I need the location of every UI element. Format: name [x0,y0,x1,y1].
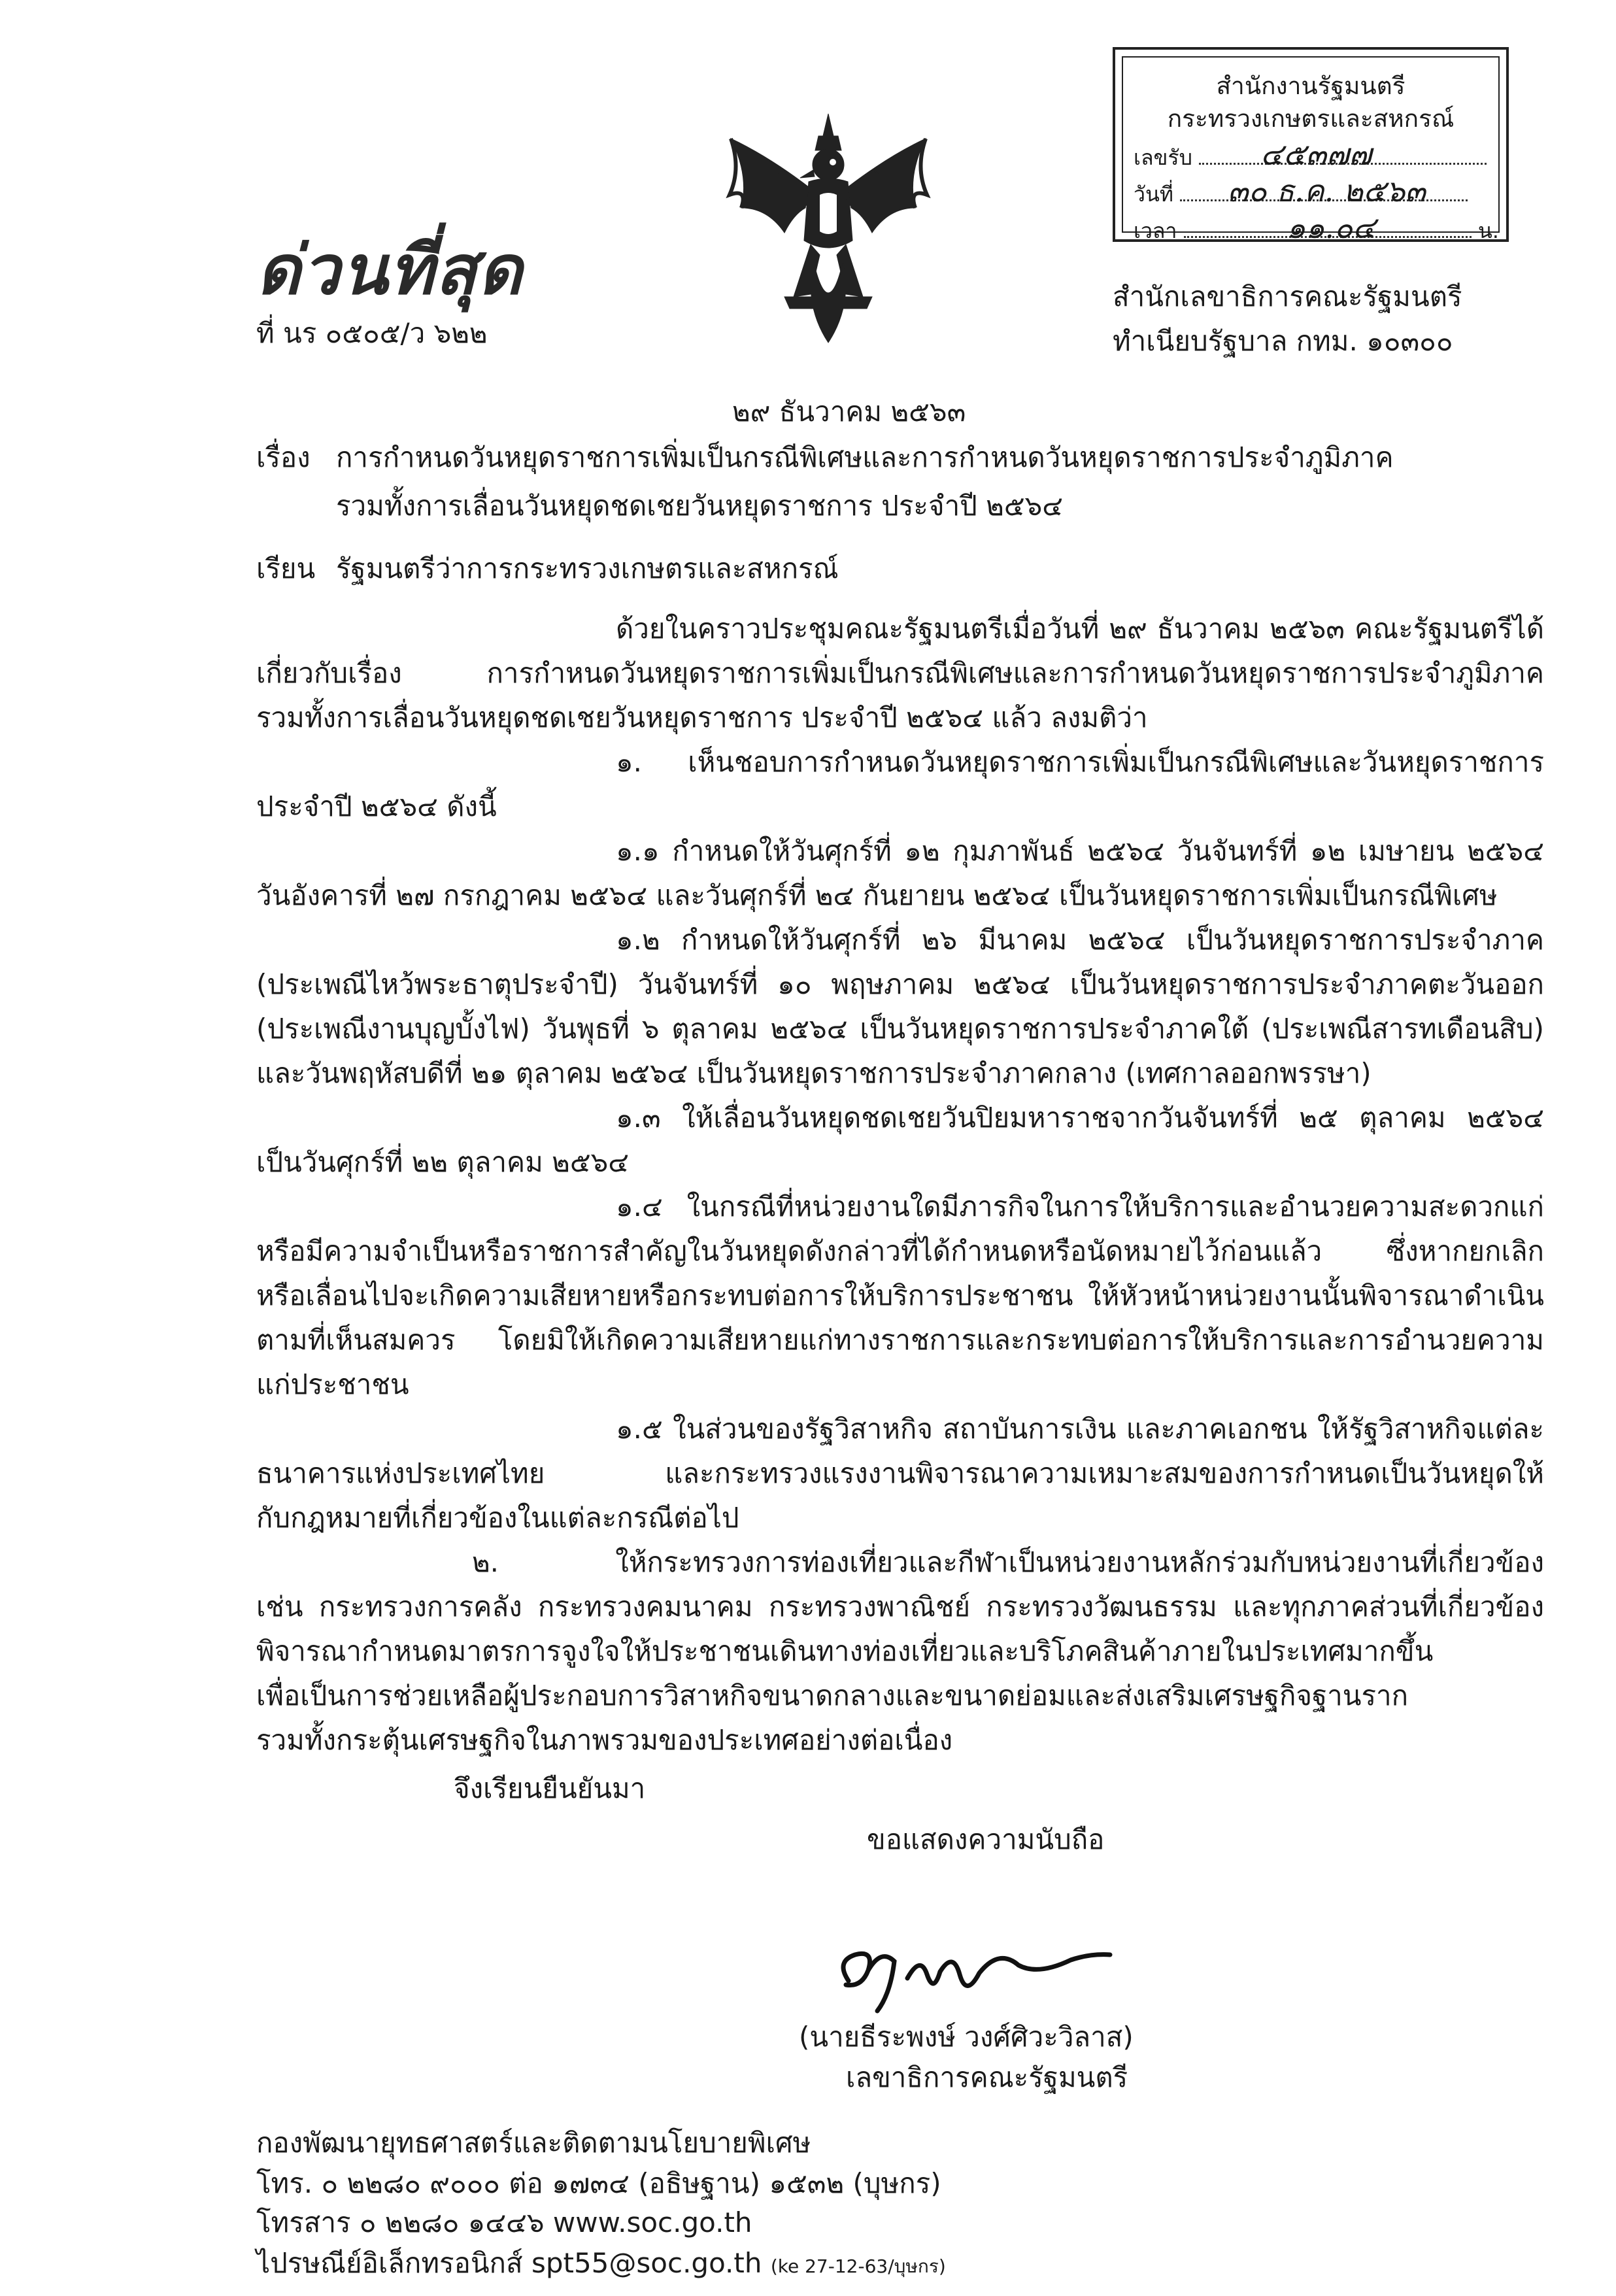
body-line: พิจารณากำหนดมาตรการจูงใจให้ประชาชนเดินทางท่องเที่ยวและบริโภคสินค้าภายในประเทศมากขึ้น [256,1635,1434,1667]
closing-text: จึงเรียนยืนยันมา [454,1772,646,1804]
body-line: รวมทั้งกระตุ้นเศรษฐกิจในภาพรวมของประเทศอย่างต่อเนื่อง [256,1724,953,1756]
receipt-stamp-ministry: กระทรวงเกษตรและสหกรณ์ [1167,105,1455,133]
subject-label: เรื่อง [256,441,311,473]
body-line: รวมทั้งการเลื่อนวันหยุดชดเชยวันหยุดราชการ ประจำปี ๒๕๖๔ แล้ว ลงมติว่า [256,701,1148,734]
document-number: ที่ นร ๐๕๐๕/ว ๖๒๒ [256,317,488,349]
body-line: เกี่ยวกับเรื่อง การกำหนดวันหยุดราชการเพิ่มเป็นกรณีพิเศษและการกำหนดวันหยุดราชการประจำภูมิภาค [256,657,1544,689]
signature [822,1935,1117,2014]
body-line: ๑.๒ กำหนดให้วันศุกร์ที่ ๒๖ มีนาคม ๒๕๖๔ เป็นวันหยุดราชการประจำภาค [616,924,1544,956]
body-line: ธนาคารแห่งประเทศไทย และกระทรวงแรงงานพิจารณาความเหมาะสมของการกำหนดเป็นวันหยุดให้ [256,1457,1544,1489]
receipt-stamp [1113,47,1509,245]
footer-department: กองพัฒนายุทธศาสตร์และติดตามนโยบายพิเศษ [256,2127,811,2159]
document-date: ๒๙ ธันวาคม ๒๕๖๓ [732,396,966,428]
body-line: ๑.๕ ในส่วนของรัฐวิสาหกิจ สถาบันการเงิน และภาคเอกชน ให้รัฐวิสาหกิจแต่ละ [616,1413,1544,1445]
garuda-emblem [722,110,935,352]
subject-line-1: การกำหนดวันหยุดราชการเพิ่มเป็นกรณีพิเศษและการกำหนดวันหยุดราชการประจำภูมิภาค [336,441,1394,473]
receipt-stamp-office: สำนักงานรัฐมนตรี [1216,72,1406,100]
sender-office-address: ทำเนียบรัฐบาล กทม. ๑๐๓๐๐ [1113,325,1453,357]
receipt-time-label: เวลา [1134,218,1177,243]
subject-line-2: รวมทั้งการเลื่อนวันหยุดชดเชยวันหยุดราชการ ประจำปี ๒๕๖๔ [336,490,1064,522]
footer-email [256,2241,946,2289]
body-line: และวันพฤหัสบดีที่ ๒๑ ตุลาคม ๒๕๖๔ เป็นวันหยุดราชการประจำภาคกลาง (เทศกาลออกพรรษา) [256,1057,1372,1089]
receipt-number-label: เลขรับ [1134,145,1192,170]
receipt-date-value: ๓๐ ธ.ค. ๒๕๖๓ [1228,173,1426,209]
body-line: (ประเพณีไหว้พระธาตุประจำปี) วันจันทร์ที่ ๑๐ พฤษภาคม ๒๕๖๔ เป็นวันหยุดราชการประจำภาคตะวันออก [256,968,1544,1000]
receipt-number-value: ๔๕๓๗๗ [1260,137,1372,172]
recipient-text: รัฐมนตรีว่าการกระทรวงเกษตรและสหกรณ์ [336,552,839,584]
sender-office-name: สำนักเลขาธิการคณะรัฐมนตรี [1113,280,1462,312]
signatory-name: (นายธีระพงษ์ วงศ์ศิวะวิลาส) [799,2021,1134,2053]
body-line: หรือมีความจำเป็นหรือราชการสำคัญในวันหยุดดังกล่าวที่ได้กำหนดหรือนัดหมายไว้ก่อนแล้ว ซึ่งหากยกเลิก [256,1235,1544,1267]
body-line: กับกฎหมายที่เกี่ยวข้องในแต่ละกรณีต่อไป [256,1502,739,1534]
body-line: ๑.๑ กำหนดให้วันศุกร์ที่ ๑๒ กุมภาพันธ์ ๒๕๖๔ วันจันทร์ที่ ๑๒ เมษายน ๒๕๖๔ [616,835,1544,867]
receipt-time-unit: น. [1477,218,1499,243]
body-line: เป็นวันศุกร์ที่ ๒๒ ตุลาคม ๒๕๖๔ [256,1146,630,1178]
recipient-label: เรียน [256,552,316,584]
body-line: ด้วยในคราวประชุมคณะรัฐมนตรีเมื่อวันที่ ๒๙ ธันวาคม ๒๕๖๓ คณะรัฐมนตรีได้ [616,613,1544,645]
footer-email-text: ไปรษณีย์อิเล็กทรอนิกส์ spt55@soc.go.th [256,2247,762,2279]
body-line: วันอังคารที่ ๒๗ กรกฎาคม ๒๕๖๔ และวันศุกร์ที่ ๒๔ กันยายน ๒๕๖๔ เป็นวันหยุดราชการเพิ่มเป็นกรณีพิเศษ [256,879,1498,911]
body-line: หรือเลื่อนไปจะเกิดความเสียหายหรือกระทบต่อการให้บริการประชาชน ให้หัวหน้าหน่วยงานนั้นพิจารณาดำเนิน [256,1279,1544,1311]
body-line: ๑.๓ ให้เลื่อนวันหยุดชดเชยวันปิยมหาราชจากวันจันทร์ที่ ๒๕ ตุลาคม ๒๕๖๔ [616,1102,1544,1134]
sender-office [1113,275,1462,363]
body-line: ตามที่เห็นสมควร โดยมิให้เกิดความเสียหายแก่ทางราชการและกระทบต่อการให้บริการและการอำนวยความ [256,1324,1544,1356]
footer-fax-website: โทรสาร ๐ ๒๒๘๐ ๑๔๔๖ www.soc.go.th [256,2206,752,2238]
body-line: ๑.๔ ในกรณีที่หน่วยงานใดมีภารกิจในการให้บริการและอำนวยความสะดวกแก่ [616,1190,1544,1223]
body-line: ๑. เห็นชอบการกำหนดวันหยุดราชการเพิ่มเป็นกรณีพิเศษและวันหยุดราชการ [616,746,1544,778]
body-line: เช่น กระทรวงการคลัง กระทรวงคมนาคม กระทรวงพาณิชย์ กระทรวงวัฒนธรรม และทุกภาคส่วนที่เกี่ยวข้อง [256,1591,1544,1623]
body-line: ๒. ให้กระทรวงการท่องเที่ยวและกีฬาเป็นหน่วยงานหลักร่วมกับหน่วยงานที่เกี่ยวข้อง [472,1546,1544,1578]
body-line: ประจำปี ๒๕๖๔ ดังนี้ [256,790,497,822]
body-line: (ประเพณีงานบุญบั้งไฟ) วันพุธที่ ๖ ตุลาคม ๒๕๖๔ เป็นวันหยุดราชการประจำภาคใต้ (ประเพณีสารทเดือนสิบ) [256,1013,1544,1045]
footer-telephone: โทร. ๐ ๒๒๘๐ ๙๐๐๐ ต่อ ๑๗๓๔ (อธิษฐาน) ๑๕๓๒ (บุษกร) [256,2167,941,2199]
signatory-position: เลขาธิการคณะรัฐมนตรี [846,2061,1128,2093]
urgent-stamp: ด่วนที่สุด [256,229,524,310]
regards-text: ขอแสดงความนับถือ [867,1823,1105,1855]
body-line: แก่ประชาชน [256,1368,409,1400]
receipt-time-value: ๑๑.๐๔ [1287,210,1375,245]
receipt-date-label: วันที่ [1134,182,1173,207]
body-line: เพื่อเป็นการช่วยเหลือผู้ประกอบการวิสาหกิจขนาดกลางและขนาดย่อมและส่งเสริมเศรษฐกิจฐานราก [256,1680,1409,1712]
footer-reference: (ke 27-12-63/บุษกร) [770,2255,946,2277]
